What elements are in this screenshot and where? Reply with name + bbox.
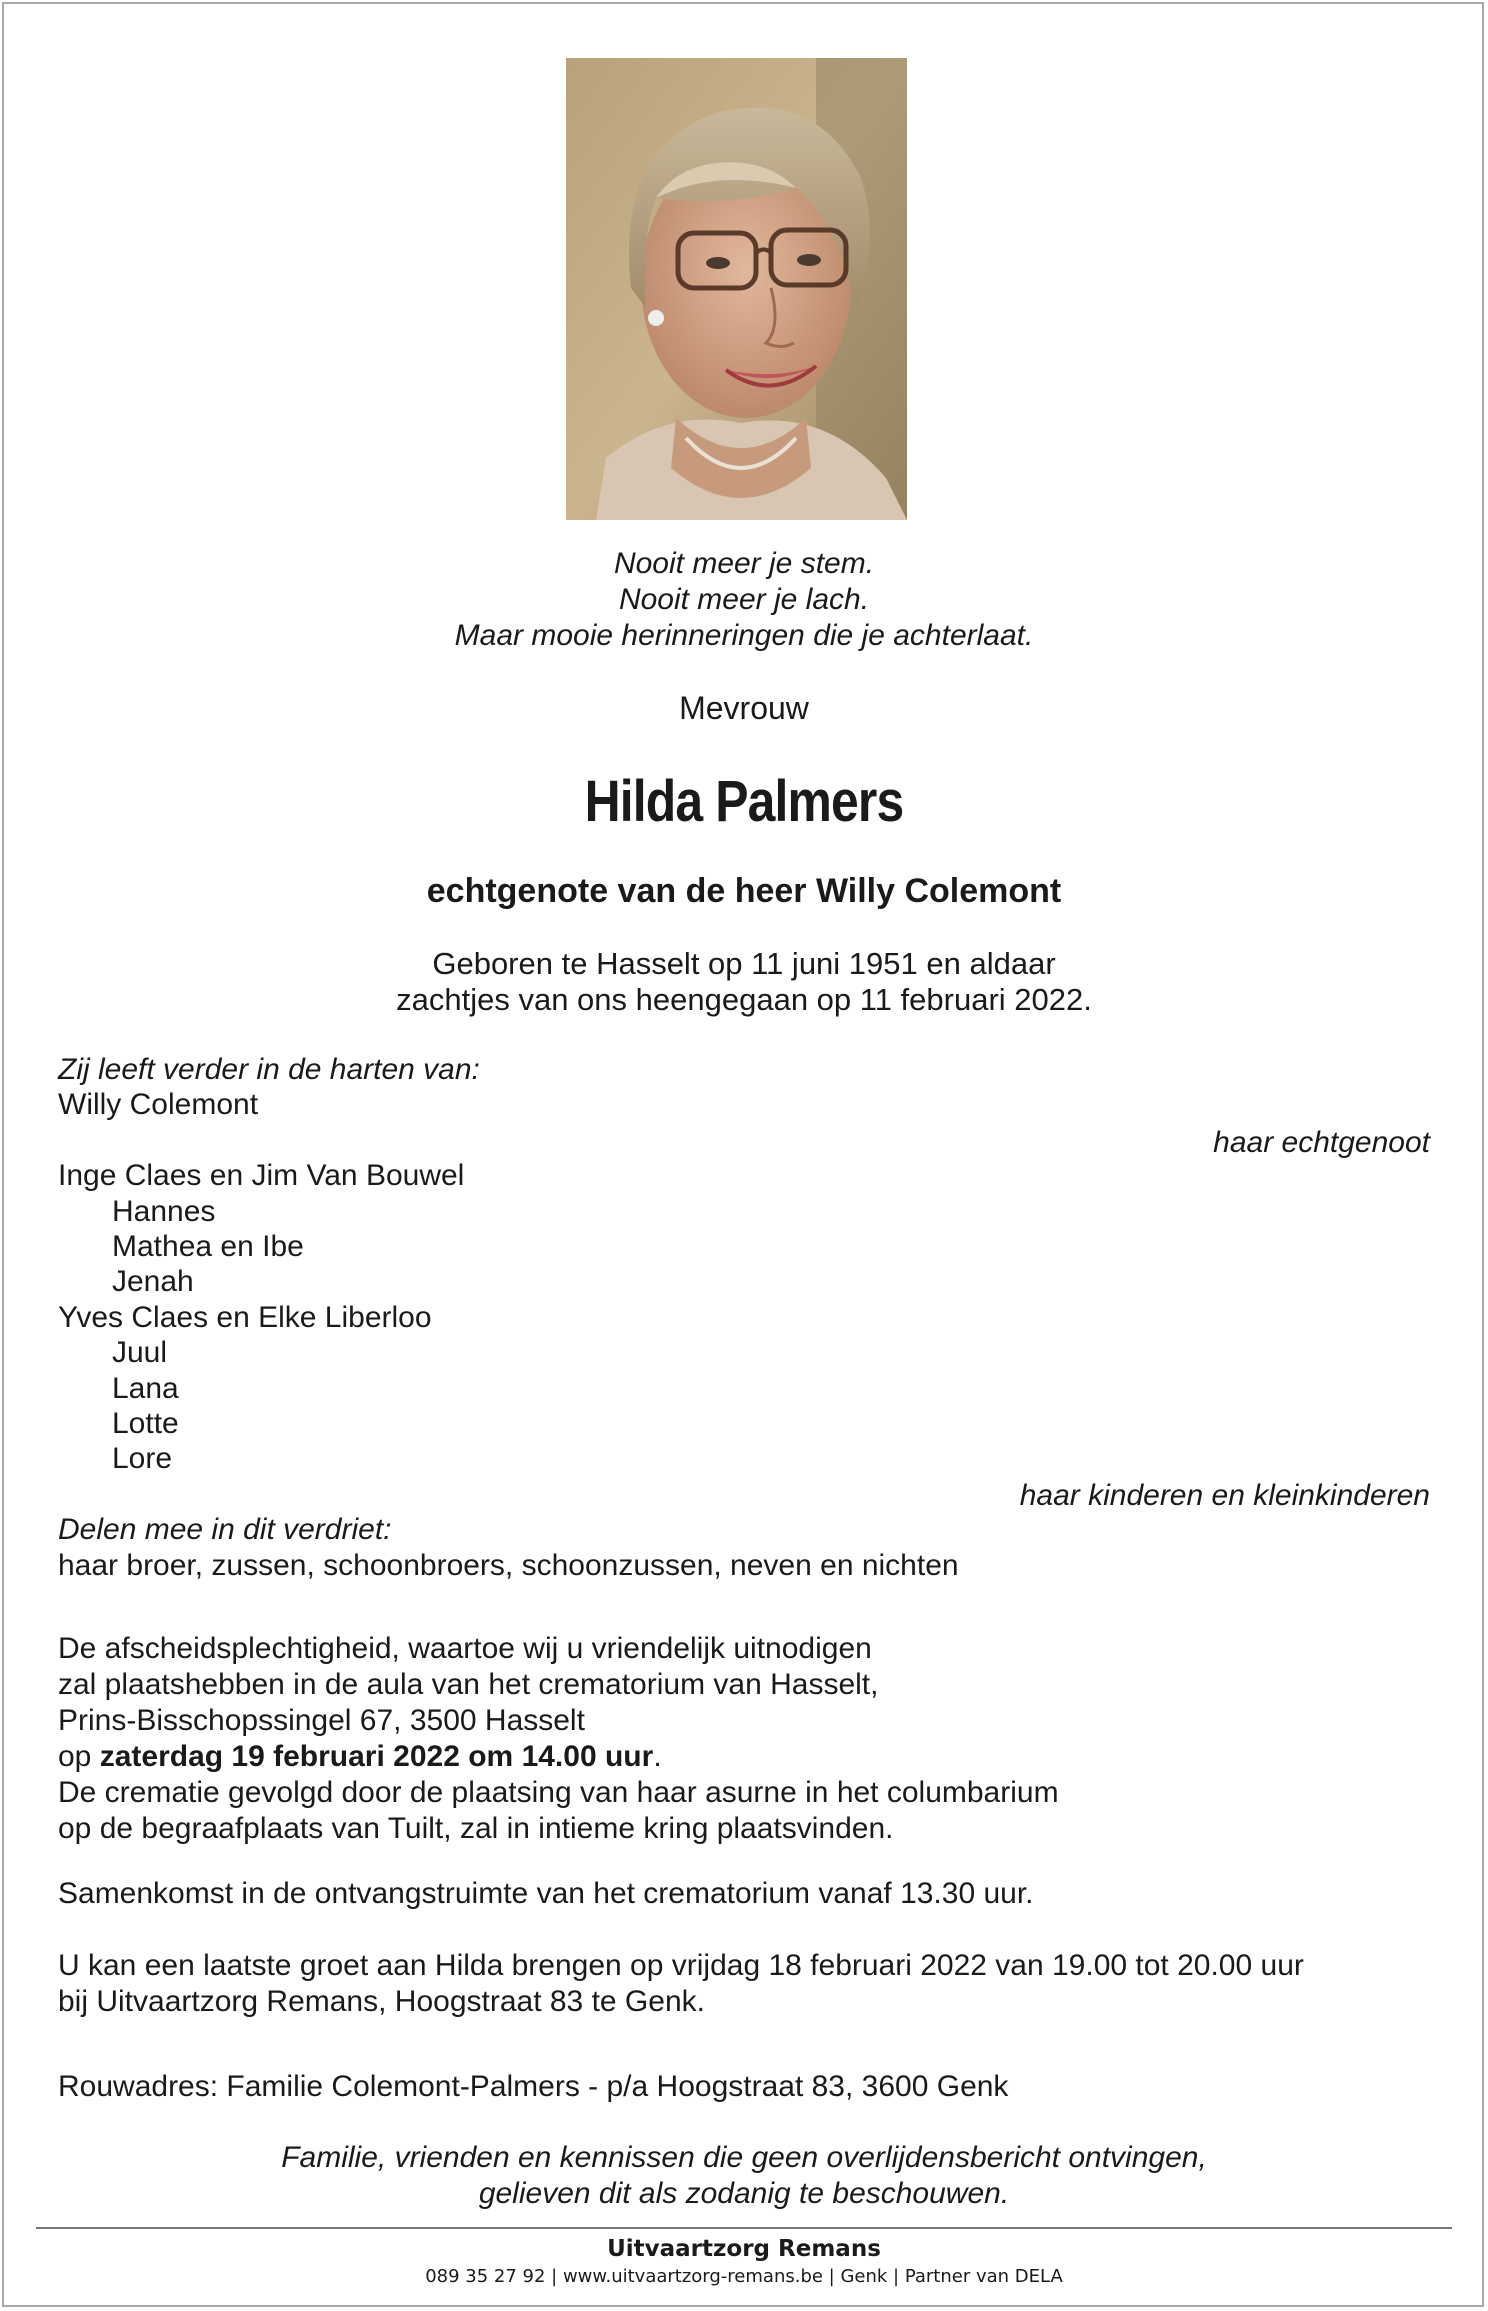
mourner-grandchild: Juul [112,1336,168,1370]
mourner-grandchild: Lore [112,1442,173,1476]
closing-line: Familie, vrienden en kennissen die geen overlijdensbericht ontvingen, [281,2141,1207,2174]
spouse-role: haar echtgenoot [1213,1126,1430,1159]
closing-note [0,2140,1488,2212]
mourner-family: Inge Claes en Jim Van Bouwel [58,1159,465,1193]
visitation-line: U kan een laatste groet aan Hilda brengen op vrijdag 18 februari 2022 van 19.00 tot 20.00 uur [58,1949,1304,1982]
ceremony-date-line [58,1739,1059,1775]
ceremony-line: De crematie gevolgd door de plaatsing van haar asurne in het columbarium [58,1776,1059,1809]
funeral-home-contact: 089 35 27 92 | www.uitvaartzorg-remans.be | Genk | Partner van DELA [425,2266,1063,2287]
poem [0,546,1488,654]
funeral-home-name: Uitvaartzorg Remans [607,2236,881,2262]
mourner-grandchild: Mathea en Ibe [112,1230,304,1264]
portrait-icon [566,58,907,520]
mourners-intro: Zij leeft verder in de harten van: [58,1053,480,1086]
poem-line: Nooit meer je lach. [618,583,870,616]
ceremony-line: Prins-Bisschopssingel 67, 3500 Hasselt [58,1704,585,1737]
mourner-grandchild: Hannes [112,1194,216,1228]
date-prefix: op [58,1740,100,1773]
mourner-grandchild: Lotte [112,1407,179,1441]
ceremony-line: op de begraafplaats van Tuilt, zal in intieme kring plaatsvinden. [58,1812,894,1845]
ceremony-line: De afscheidsplechtigheid, waartoe wij u vriendelijk uitnodigen [58,1632,872,1665]
birth-death-text [0,946,1488,1018]
spouse-line: echtgenote van de heer Willy Colemont [426,872,1062,910]
mourners-list [58,1052,959,1583]
poem-line: Nooit meer je stem. [613,547,875,580]
ceremony-line: zal plaatshebben in de aula van het crematorium van Hasselt, [58,1668,879,1701]
poem-line: Maar mooie herinneringen die je achterlaat. [454,619,1034,652]
honorific: Mevrouw [679,690,809,726]
share-intro: Delen mee in dit verdriet: [58,1513,392,1547]
date-suffix: . [653,1740,662,1773]
ceremony-details [58,1631,1059,1847]
ceremony-date: zaterdag 19 februari 2022 om 14.00 uur [99,1740,654,1773]
mourner-spouse: Willy Colemont [58,1088,259,1122]
visitation-line: bij Uitvaartzorg Remans, Hoogstraat 83 te Genk. [58,1985,705,2018]
family-role: haar kinderen en kleinkinderen [1019,1479,1430,1512]
footer-divider [36,2227,1452,2229]
portrait-photo [566,58,907,520]
mourner-grandchild: Jenah [112,1265,194,1299]
birth-line: Geboren te Hasselt op 11 juni 1951 en aldaar [432,946,1056,981]
gathering-text: Samenkomst in de ontvangstruimte van het crematorium vanaf 13.30 uur. [58,1877,1034,1910]
deceased-name: Hilda Palmers [584,769,904,834]
visitation-text [58,1948,1304,2020]
mourning-address: Rouwadres: Familie Colemont-Palmers - p/a Hoogstraat 83, 3600 Genk [58,2070,1009,2103]
mourner-grandchild: Lana [112,1371,179,1405]
mourner-family: Yves Claes en Elke Liberloo [58,1300,432,1334]
relatives-line: haar broer, zussen, schoonbroers, schoonzussen, neven en nichten [58,1548,959,1582]
closing-line: gelieven dit als zodanig te beschouwen. [478,2177,1010,2210]
death-line: zachtjes van ons heengegaan op 11 februari 2022. [396,982,1092,1017]
